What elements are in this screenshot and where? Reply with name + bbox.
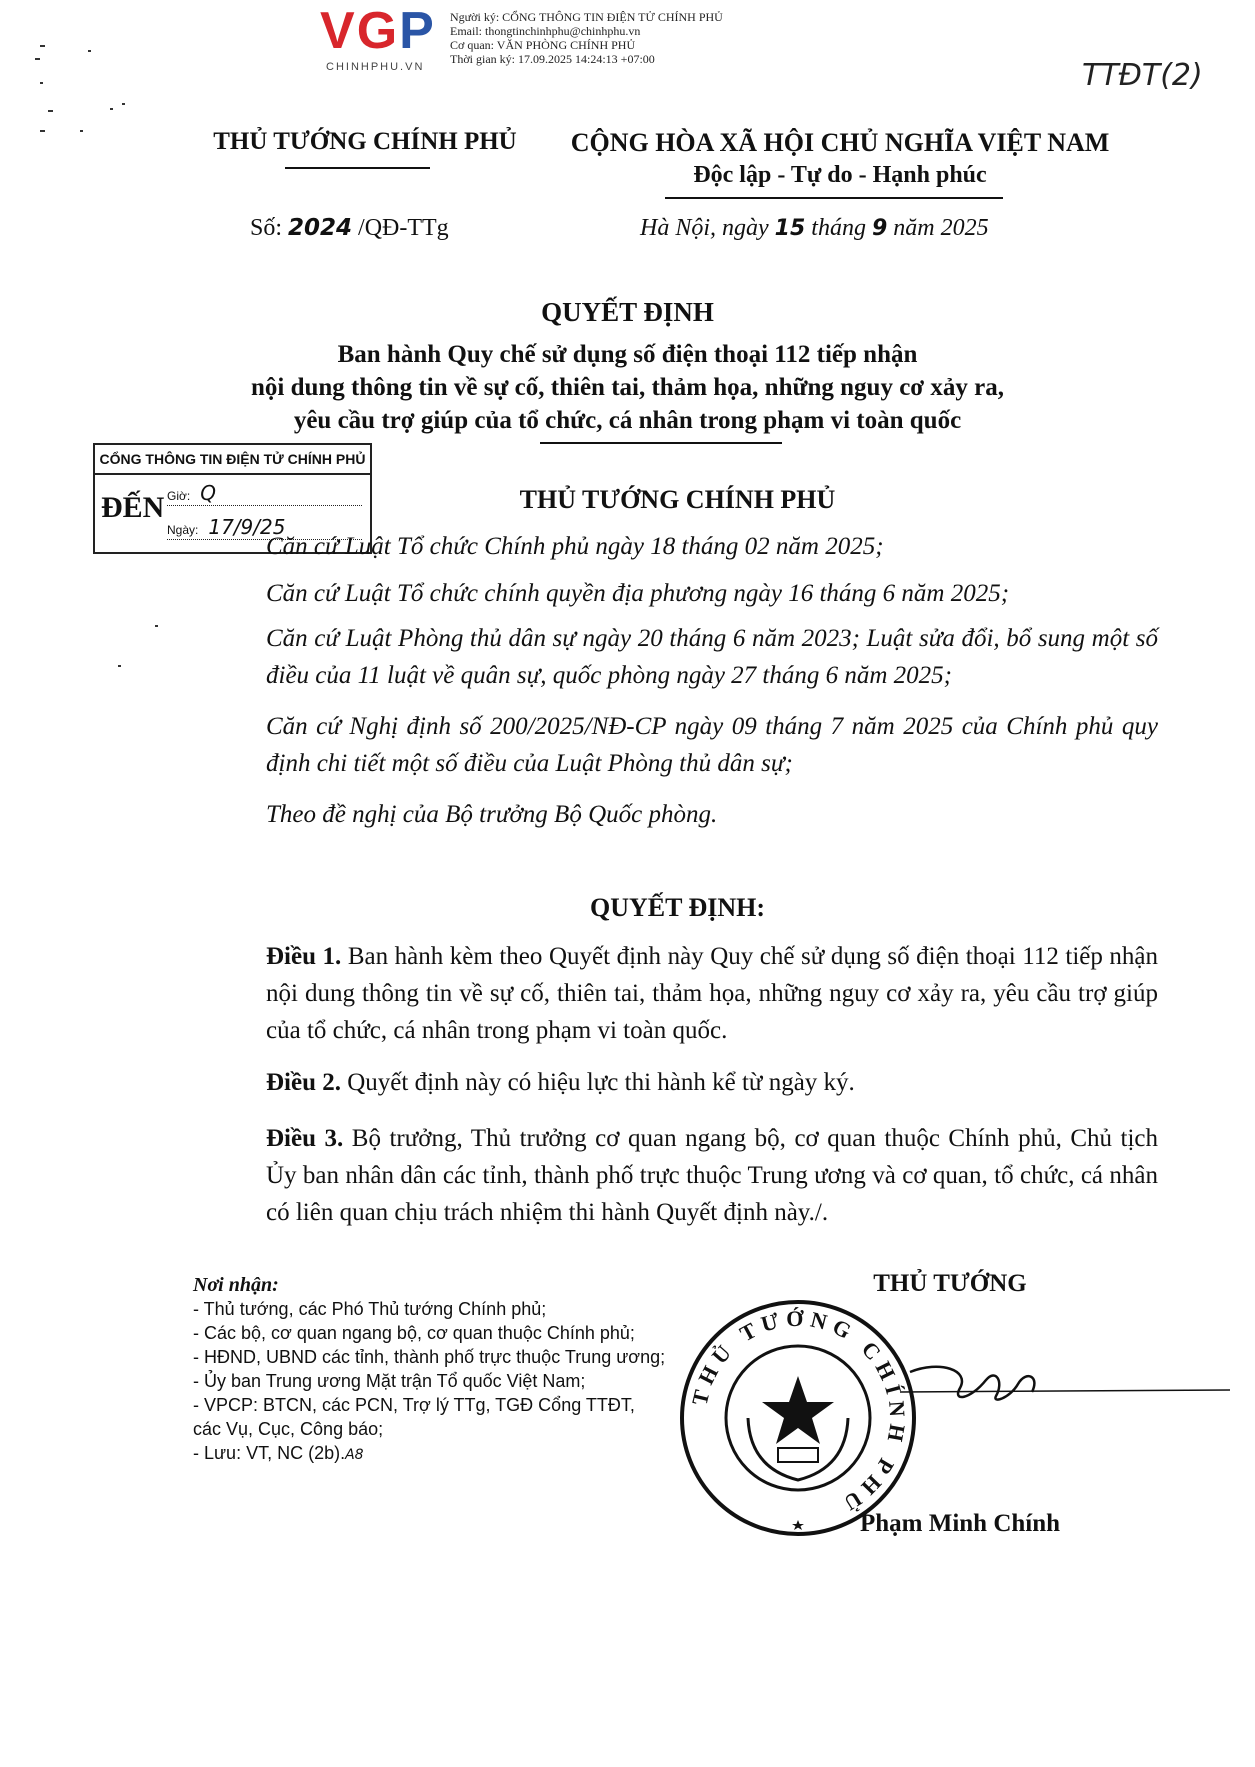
legal-basis-text: Căn cứ Luật Tổ chức chính quyền địa phương ngày 16 tháng 6 năm 2025; (266, 580, 1010, 607)
recipient-item: - HĐND, UBND các tỉnh, thành phố trực thuộc Trung ương; (193, 1347, 666, 1367)
stamp-date-value: 17/9/25 (208, 515, 286, 539)
article-1 (193, 938, 1158, 1049)
place-date (640, 215, 989, 242)
article-3 (193, 1120, 1158, 1231)
logo-letter-v: V (320, 2, 357, 60)
legal-basis-text: Căn cứ Luật Phòng thủ dân sự ngày 20 tháng 6 năm 2023; Luật sửa đổi, bổ sung một số điều của 11 luật về quân sự, quốc phòng ngày 27 tháng 6 năm 2025; (266, 625, 1158, 689)
recipients-block (193, 1273, 665, 1467)
vgp-logo-letters (320, 2, 436, 60)
place-date-part3: năm 2025 (887, 215, 989, 241)
recipient-item: - Thủ tướng, các Phó Thủ tướng Chính phủ; (193, 1299, 547, 1319)
handwritten-signature-icon (900, 1340, 1230, 1420)
legal-basis-text: Căn cứ Luật Tổ chức Chính phủ ngày 18 tháng 02 năm 2025; (266, 533, 884, 560)
recipient-item: - Lưu: VT, NC (2b). (193, 1443, 346, 1463)
document-title: QUYẾT ĐỊNH (541, 297, 714, 327)
official-seal-icon (678, 1298, 918, 1538)
recipient-item-last (193, 1441, 665, 1467)
legal-basis-item (193, 620, 1158, 694)
article-label: Điều 1. (266, 943, 342, 970)
signer-name: Phạm Minh Chính (859, 1510, 1061, 1537)
stamp-word: ĐẾN (101, 491, 165, 524)
authority-heading: THỦ TƯỚNG CHÍNH PHỦ (519, 485, 836, 514)
doc-number-suffix: /QĐ-TTg (352, 215, 449, 241)
recipient-item: - VPCP: BTCN, các PCN, Trợ lý TTg, TGĐ Cổng TTĐT, (193, 1395, 635, 1415)
place-date-part2: tháng (805, 215, 872, 241)
stamp-divider (95, 473, 370, 475)
article-text: Bộ trưởng, Thủ trưởng cơ quan ngang bộ, cơ quan thuộc Chính phủ, Chủ tịch Ủy ban nhân dân các tỉnh, thành phố trực thuộc Trung ương và cơ quan, tổ chức, cá nhân có liên quan chịu trách nhiệm thi hành Quyết định này./. (266, 1125, 1158, 1226)
logo-letter-g: G (356, 2, 400, 60)
subtitle-line: yêu cầu trợ giúp của tổ chức, cá nhân trong phạm vi toàn quốc (293, 407, 962, 434)
subtitle-underline (540, 442, 782, 444)
legal-basis-text: Theo đề nghị của Bộ trưởng Bộ Quốc phòng. (266, 801, 718, 828)
decision-heading: QUYẾT ĐỊNH: (589, 893, 766, 922)
article-label: Điều 2. (266, 1069, 341, 1096)
document-number (250, 215, 449, 242)
digital-signature-info (450, 10, 723, 66)
signature-signer: Người ký: CỔNG THÔNG TIN ĐIỆN TỬ CHÍNH PHỦ (450, 10, 723, 24)
stamp-hour-label: Giờ: (167, 489, 191, 503)
doc-number-value: 2024 (288, 215, 353, 241)
national-motto: Độc lập - Tự do - Hạnh phúc (693, 162, 987, 188)
doc-number-prefix: Số: (250, 215, 289, 241)
logo-subtitle: CHINHPHU.VN (326, 61, 425, 73)
signature-email: Email: thongtinchinhphu@chinhphu.vn (450, 24, 641, 38)
recipient-item: các Vụ, Cục, Công báo; (193, 1419, 384, 1439)
legal-basis-item (193, 575, 1158, 612)
handwritten-corner-note: TTĐT(2) (1082, 58, 1203, 93)
motto-underline (665, 197, 1003, 199)
stamp-header: CỔNG THÔNG TIN ĐIỆN TỬ CHÍNH PHỦ (99, 451, 366, 467)
seal-text: THỦ TƯỚNG CHÍNH PHỦ (686, 1305, 911, 1519)
stamp-hour-value: Q (200, 481, 216, 505)
document-subtitle (160, 338, 1095, 437)
nation-heading: CỘNG HÒA XÃ HỘI CHỦ NGHĨA VIỆT NAM (570, 128, 1110, 157)
date-day: 15 (774, 216, 806, 241)
legal-basis-item (193, 708, 1158, 782)
signature-time: Thời gian ký: 17.09.2025 14:24:13 +07:00 (450, 52, 655, 66)
handwritten-count: A8 (345, 1447, 364, 1463)
article-label: Điều 3. (266, 1125, 344, 1152)
signature-agency: Cơ quan: VĂN PHÒNG CHÍNH PHỦ (450, 38, 636, 52)
place-date-part1: Hà Nội, ngày (640, 215, 775, 241)
subtitle-line: nội dung thông tin về sự cố, thiên tai, thảm họa, những nguy cơ xảy ra, (250, 374, 1004, 401)
issuer-underline (285, 167, 430, 169)
signer-title: THỦ TƯỚNG (873, 1270, 1027, 1297)
legal-basis-text: Căn cứ Nghị định số 200/2025/NĐ-CP ngày 09 tháng 7 năm 2025 của Chính phủ quy định chi tiết một số điều của Luật Phòng thủ dân sự; (266, 713, 1158, 777)
legal-basis-item (193, 796, 1158, 833)
date-month: 9 (871, 216, 888, 241)
article-text: Ban hành kèm theo Quyết định này Quy chế sử dụng số điện thoại 112 tiếp nhận nội dung thông tin về sự cố, thiên tai, thảm họa, những nguy cơ xảy ra, yêu cầu trợ giúp của tổ chức, cá nhân trong phạm vi toàn quốc. (266, 943, 1159, 1044)
recipient-item: - Các bộ, cơ quan ngang bộ, cơ quan thuộc Chính phủ; (193, 1323, 635, 1343)
logo-letter-p: P (399, 2, 436, 60)
recipients-label: Nơi nhận: (193, 1274, 279, 1296)
legal-basis-item (193, 528, 1158, 565)
article-text: Quyết định này có hiệu lực thi hành kể từ ngày ký. (341, 1069, 855, 1096)
article-2 (193, 1064, 1158, 1101)
subtitle-line: Ban hành Quy chế sử dụng số điện thoại 112 tiếp nhận (337, 341, 918, 368)
recipient-item: - Ủy ban Trung ương Mặt trận Tổ quốc Việt Nam; (193, 1371, 586, 1391)
issuer-heading: THỦ TƯỚNG CHÍNH PHỦ (213, 128, 517, 155)
vgp-logo (320, 2, 450, 75)
stamp-date-label: Ngày: (167, 523, 199, 537)
